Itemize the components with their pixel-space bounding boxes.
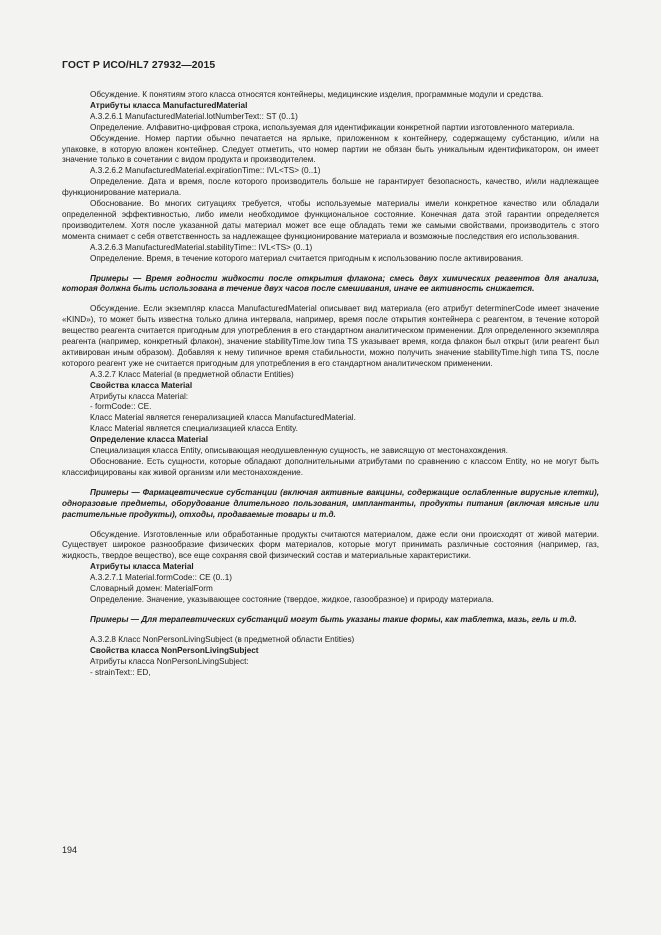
page-content [62, 90, 599, 678]
paragraph: Специализация класса Entity, описывающая неодушевленную сущность, не зависящую от местонахождения. [90, 446, 508, 456]
attribute-line: A.3.2.6.2 ManufacturedMaterial.expirationTime:: IVL<TS> (0..1) [90, 166, 321, 176]
section-heading: Определение класса Material [90, 435, 209, 445]
list-item: - formCode:: CE. [90, 402, 152, 412]
paragraph: Определение. Время, в течение которого материал считается пригодным к использованию после активирования. [90, 253, 524, 263]
paragraph: Определение. Алфавитно-цифровая строка, используемая для идентификации конкретной партии изготовленного материала. [90, 122, 575, 132]
paragraph: Атрибуты класса Material: [90, 391, 189, 401]
list-item: - strainText:: ED, [90, 667, 151, 677]
paragraph: Обоснование. Есть сущности, которые обладают дополнительными атрибутами по сравнению с классом Entity, но не могут быть классифицированы как живой организм или местонахождение. [62, 457, 599, 477]
paragraph: Обсуждение. К понятиям этого класса относятся контейнеры, медицинские изделия, программные модули и средства. [90, 90, 544, 99]
paragraph: Атрибуты класса NonPersonLivingSubject: [90, 656, 249, 666]
page-header: ГОСТ Р ИСО/HL7 27932—2015 [62, 60, 216, 71]
paragraph: Класс Material является генерализацией класса ManufacturedMaterial. [90, 413, 356, 423]
attribute-line: A.3.2.6.1 ManufacturedMaterial.lotNumberText:: ST (0..1) [90, 111, 298, 121]
paragraph: Словарный домен: MaterialForm [90, 584, 213, 594]
attribute-line: A.3.2.6.3 ManufacturedMaterial.stabilityTime:: IVL<TS> (0..1) [90, 242, 313, 252]
example-paragraph: Примеры — Фармацевтические субстанции (включая активные вакцины, содержащие ослабленные вирусные клетки), одноразовые предметы, оборудование длительного пользования, имплантанты, продукты питания (включая мясные или растительные продукты), отходы, продаваемые товары и т.д. [62, 487, 599, 519]
paragraph: A.3.2.8 Класс NonPersonLivingSubject (в предметной области Entities) [90, 634, 355, 644]
paragraph: Обсуждение. Изготовленные или обработанные продукты считаются материалом, даже если они происходят от живой материи. Существует широкое разнообразие физических форм материалов, которые могут принимать различные состояния (например, газ, жидкость, твердое вещество), все еще сохраняя свой физический состав и материальные характеристики. [62, 529, 599, 561]
attribute-line: A.3.2.7.1 Material.formCode:: CE (0..1) [90, 573, 232, 583]
paragraph: Обоснование. Во многих ситуациях требуется, чтобы используемые материалы имели конкретное качество или обладали определенной эффективностью, либо имели необходимое функциональное состояние. Конечная дата этой гарантии определяется производителем. Хотя после указанной даты материал может все еще обладать теми же самыми свойствами, производитель с этого момента снимает с себя ответственность за надлежащее функционирование материала и возможные последствия его использования. [62, 199, 599, 241]
paragraph: Определение. Дата и время, после которого производитель больше не гарантирует безопасность, качество, и/или надлежащее функционирование материала. [62, 177, 599, 198]
attribute-line: A.3.2.7 Класс Material (в предметной области Entities) [90, 369, 294, 379]
paragraph: Обсуждение. Номер партии обычно печатается на ярлыке, приложенном к контейнеру, содержащему субстанцию, и/или на упаковке, в которую вложен контейнер. Следует отметить, что номер партии не обязан быть уникальным идентификатором, он имеет значение только в сочетании с видом продукта и производителем. [62, 133, 599, 165]
paragraph: Класс Material является специализацией класса Entity. [90, 424, 298, 434]
section-heading: Свойства класса NonPersonLivingSubject [90, 645, 259, 655]
section-heading: Атрибуты класса Material [90, 562, 194, 572]
page-number: 194 [62, 845, 78, 855]
example-paragraph: Примеры — Для терапевтических субстанций могут быть указаны такие формы, как таблетка, мазь, гель и т.д. [90, 614, 577, 624]
example-paragraph: Примеры — Время годности жидкости после открытия флакона; смесь двух химических реагентов для анализа, которая должна быть использована в течение двух часов после смешивания, иначе ее активность снижается. [62, 273, 599, 294]
section-heading: Атрибуты класса ManufacturedMaterial [90, 100, 248, 110]
section-heading: Свойства класса Material [90, 380, 193, 390]
paragraph: Обсуждение. Если экземпляр класса ManufacturedMaterial описывает вид материала (его атрибут determinerCode имеет значение «KIND»), то может быть известна только длина интервала, например, время после открытия контейнера с реагентом, в течение которой вещество реагента считается пригодным для употребления в его стандартном аналитическом применении. Для определенного экземпляра реагента (например, конкретный флакон), значение stabilityTime.low типа TS указывает время, когда флакон был открыт (или реагент был активирован иным образом). Добавляя к нему типичное время стабильности, можно получить значение stabilityTime.high типа TS, после которого реагент уже не считается пригодным для употребления в его стандартном аналитическом применении. [62, 304, 599, 368]
paragraph: Определение. Значение, указывающее состояние (твердое, жидкое, газообразное) и природу материала. [90, 594, 494, 604]
